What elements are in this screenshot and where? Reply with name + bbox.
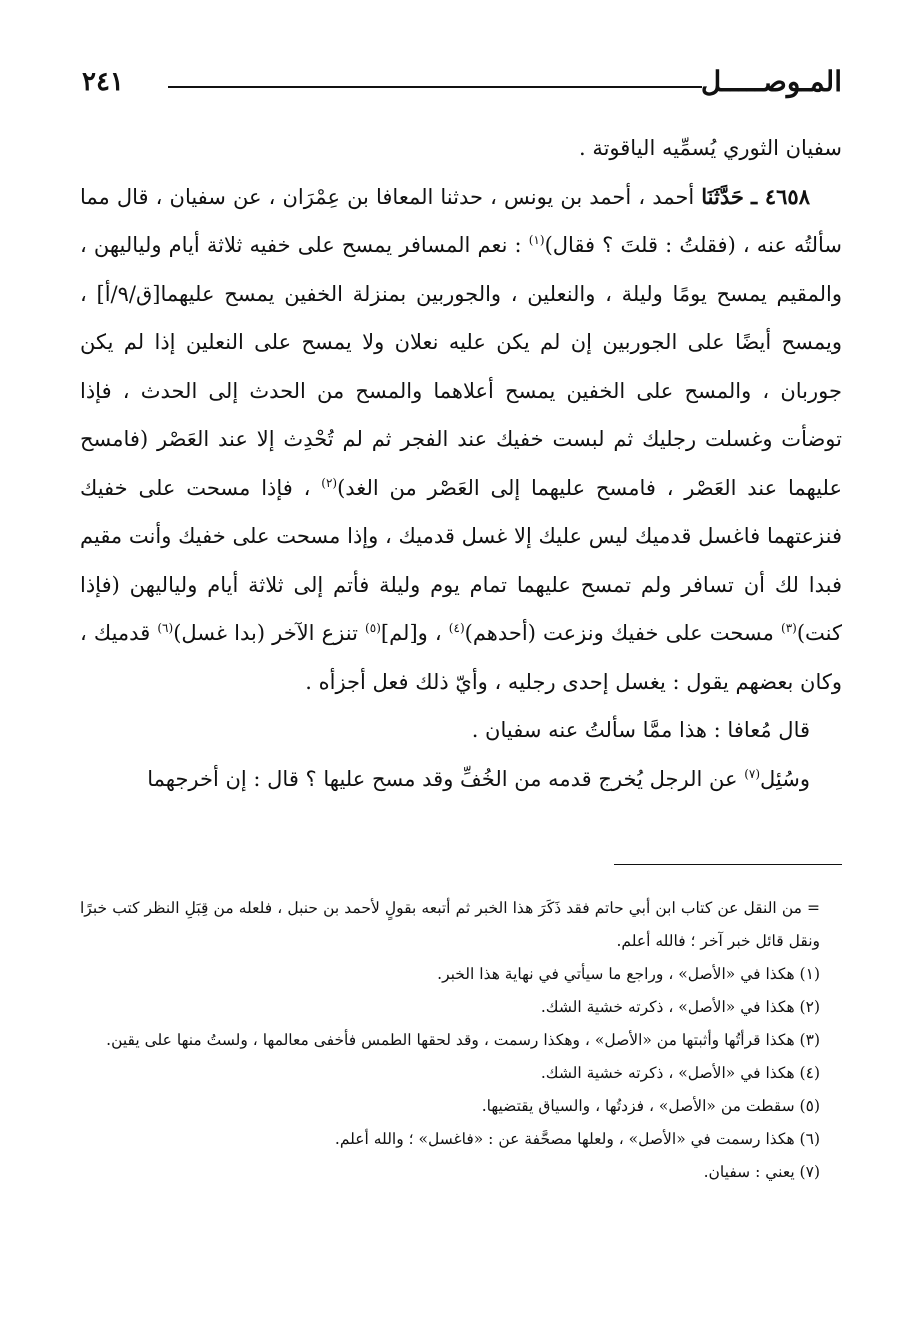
footnote-1: (١) هكذا في «الأصل» ، وراجع ما سيأتي في نهاية هذا الخبر. [437,965,820,983]
footnote-ref-7[interactable]: (٧) [744,766,761,781]
footnote-5: (٥) سقطت من «الأصل» ، فزدتُها ، والسياق يقتضيها. [481,1097,820,1115]
footnote-6: (٦) هكذا رسمت في «الأصل» ، ولعلها مصحَّفة عن : «فاغسل» ؛ والله أعلم. [334,1130,820,1148]
footnote-ref-6[interactable]: (٦) [157,621,174,635]
footnote-2: (٢) هكذا في «الأصل» ، ذكرته خشية الشك. [540,998,820,1016]
muafa-statement: قال مُعافا : هذا ممَّا سألتُ عنه سفيان . [471,718,810,742]
page-number: ٢٤١ [82,67,124,97]
hadith-text-f: تنزع الآخر (بدا غسل) [173,621,366,645]
hadith-text-c: ، فإذا مسحت على خفيك فنزعتهما فاغسل قدميك ليس عليك إلا غسل قدميك ، وإذا مسحت على خفيك وأنت مقيم فبدا لك أن تسافر ولم تمسح عليهما تمام يوم وليلة فأتم إلى ثلاثة أيام ولياليهن (فإذا كنت) [80,475,842,645]
hadith-text-b: : نعم المسافر يمسح على خفيه ثلاثة أيام ولياليهن ، والمقيم يمسح يومًا وليلة ، والنعلين ، والجوربين بمنزلة الخفين يمسح عليهما[ق/٩/أ] ، ويمسح أيضًا على الجوربين إن لم يكن عليه نعلان ولا يمسح على النعلين إذا لم يكن جوربان ، والمسح على الخفين يمسح أعلاهما والمسح من الحدث إلى الحدث ، فإذا توضأت وغسلت رجليك ثم لبست خفيك عند الفجر ثم لم تُحْدِث إلا عند العَصْر (فامسح عليهما عند العَصْر ، فامسح عليهما إلى العَصْر من الغد) [80,233,843,500]
footnote-ref-5[interactable]: (٥) [365,621,381,635]
footnote-3: (٣) هكذا قرأتُها وأثبتها من «الأصل» ، وهكذا رسمت ، وقد لحقها الطمس فأخفى معالمها ، ولستُ منها على يقين. [106,1031,820,1049]
hadith-text-e: ، و[لم] [380,621,449,645]
hadith-paragraph [80,173,842,707]
hadith-text-d: مسحت على خفيك ونزعت (أحدهم) [464,621,781,645]
running-title: المـوصـــــل [700,65,842,98]
footnote-7: (٧) يعني : سفيان. [703,1163,820,1181]
question-text-a: وسُئِل [760,766,810,791]
footnotes [80,892,820,1189]
question-text-b: عن الرجل يُخرج قدمه من الخُفِّ وقد مسح عليها ؟ قال : إن أخرجهما [147,766,745,791]
footnote-separator [614,864,842,865]
footnote-ref-3[interactable]: (٣) [781,621,797,635]
intro-line: سفيان الثوري يُسمِّيه الياقوتة . [578,136,842,160]
page-header [82,62,842,106]
hadith-text-g: قدميك ، وكان بعضهم يقول : يغسل إحدى رجليه ، وأيّ ذلك فعل أجزأه . [80,621,842,694]
footnote-ref-2[interactable]: (٢) [321,475,338,490]
footnote-ref-4[interactable]: (٤) [448,621,465,635]
footnote-4: (٤) هكذا في «الأصل» ، ذكرته خشية الشك. [540,1064,820,1082]
haddathana-word: حَدَّثَنَا [701,183,744,209]
footnote-ref-1[interactable]: (١) [528,233,545,247]
main-text [80,124,842,803]
hadith-text-a: أحمد ، أحمد بن يونس ، حدثنا المعافا بن عِمْرَان ، عن سفيان ، قال مما سألتُه عنه ، (فقلتُ : قلتَ ؟ فقال) [80,184,842,257]
hadith-number: ٤٦٥٨ ـ [750,183,810,209]
footnote-continuation: = من النقل عن كتاب ابن أبي حاتم فقد ذَكَرَ هذا الخبر ثم أتبعه بقولٍ لأحمد بن حنبل ، فلعله من قِبَلِ النظر كتب خبرًا ونقل قائل خبر آخر ؛ فالله أعلم. [80,899,820,950]
header-rule [168,86,702,88]
question-paragraph [80,755,842,804]
